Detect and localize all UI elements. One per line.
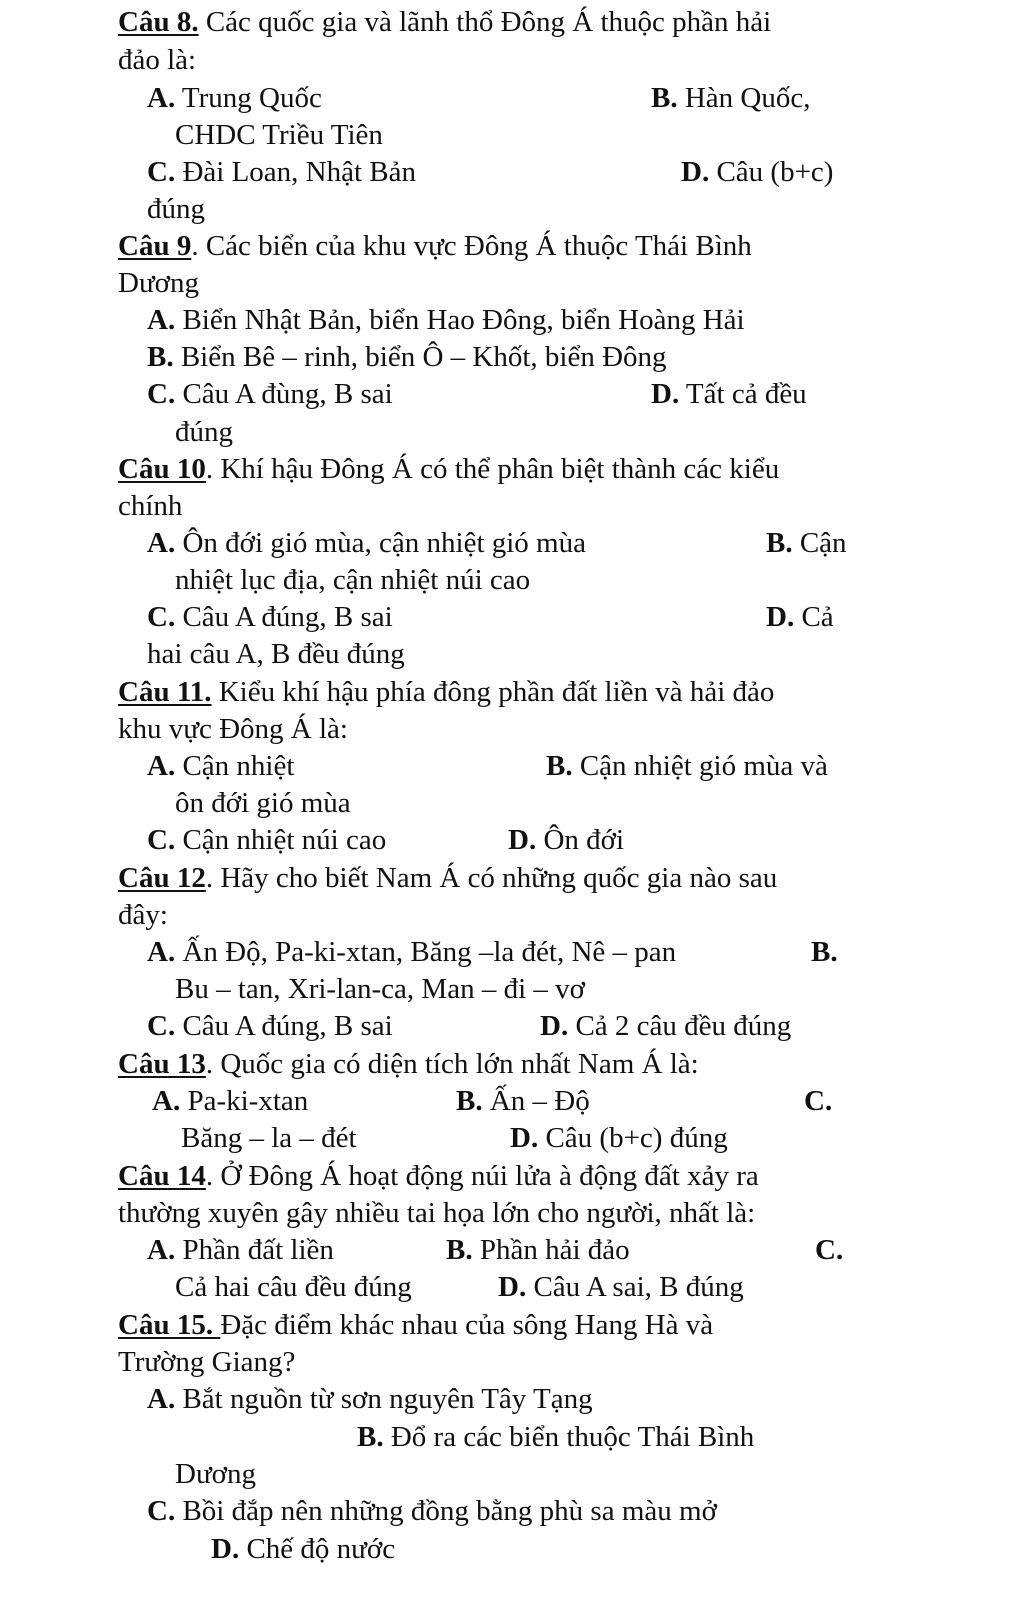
question-10-option-b: B. Cận: [766, 527, 847, 559]
question-15-option-b-cont: Dương: [175, 1458, 256, 1490]
question-14-option-a: A. Phần đất liền: [147, 1234, 334, 1266]
question-8-stem: Câu 8. Các quốc gia và lãnh thổ Đông Á thuộc phần hải: [118, 6, 772, 38]
question-12-option-d: D. Cả 2 câu đều đúng: [540, 1010, 792, 1042]
question-10-stem: Câu 10. Khí hậu Đông Á có thể phân biệt thành các kiểu: [118, 453, 780, 485]
question-15-label: Câu 15.: [118, 1309, 221, 1341]
question-8-option-d: D. Câu (b+c): [681, 156, 834, 188]
question-11-stem-cont: khu vực Đông Á là:: [118, 713, 348, 745]
question-15-stem: Câu 15. Đặc điểm khác nhau của sông Hang Hà và: [118, 1309, 714, 1341]
question-8-stem-cont: đảo là:: [118, 44, 197, 76]
question-15-option-b: B. Đổ ra các biển thuộc Thái Bình: [357, 1421, 755, 1453]
question-9-option-c: C. Câu A đùng, B sai: [147, 378, 393, 410]
question-14-stem: Câu 14. Ở Đông Á hoạt động núi lửa à động đất xảy ra: [118, 1160, 759, 1192]
question-8-option-b: B. Hàn Quốc,: [651, 82, 811, 114]
question-12-stem-cont: đây:: [118, 899, 168, 931]
question-14-option-c-cont: Cả hai câu đều đúng: [175, 1271, 412, 1303]
question-9-stem-cont: Dương: [118, 267, 199, 299]
question-10-option-d-cont: hai câu A, B đều đúng: [147, 638, 405, 670]
question-10-option-b-cont: nhiệt lục địa, cận nhiệt núi cao: [175, 564, 531, 596]
question-11-option-a: A. Cận nhiệt: [147, 750, 295, 782]
question-15-option-a: A. Bắt nguồn từ sơn nguyên Tây Tạng: [147, 1383, 593, 1415]
question-12-option-c: C. Câu A đúng, B sai: [147, 1010, 393, 1042]
question-13-label: Câu 13: [118, 1048, 206, 1080]
question-15-stem-cont: Trường Giang?: [118, 1346, 296, 1378]
question-8-option-b-cont: CHDC Triều Tiên: [175, 119, 383, 151]
question-11-option-b-cont: ôn đới gió mùa: [175, 787, 351, 819]
question-10-option-d: D. Cả: [766, 601, 834, 633]
question-10-label: Câu 10: [118, 453, 206, 485]
question-11-option-d: D. Ôn đới: [508, 824, 625, 856]
question-8-option-a: A. Trung Quốc: [147, 82, 322, 114]
question-13-option-a: A. Pa-ki-xtan: [152, 1085, 309, 1117]
question-14-option-c: C.: [815, 1234, 844, 1266]
question-14-option-b: B. Phần hải đảo: [446, 1234, 630, 1266]
question-9-option-a: A. Biển Nhật Bản, biển Hao Đông, biển Hoàng Hải: [147, 304, 745, 336]
question-9-option-b: B. Biển Bê – rinh, biển Ô – Khốt, biển Đông: [147, 341, 667, 373]
question-11-label: Câu 11.: [118, 676, 212, 708]
question-8-option-c: C. Đài Loan, Nhật Bản: [147, 156, 416, 188]
question-10-stem-cont: chính: [118, 490, 183, 522]
question-8-label: Câu 8.: [118, 6, 199, 38]
question-13-option-d: D. Câu (b+c) đúng: [510, 1122, 728, 1154]
question-14-stem-cont: thường xuyên gây nhiều tai họa lớn cho người, nhất là:: [118, 1197, 756, 1229]
question-13-option-c: C.: [804, 1085, 833, 1117]
question-8-option-d-cont: đúng: [147, 193, 205, 225]
question-11-stem: Câu 11. Kiểu khí hậu phía đông phần đất liền và hải đảo: [118, 676, 775, 708]
question-13-option-b: B. Ấn – Độ: [456, 1085, 590, 1117]
question-15-option-d: D. Chế độ nước: [211, 1533, 396, 1565]
question-14-option-d: D. Câu A sai, B đúng: [498, 1271, 744, 1303]
question-9-option-d-cont: đúng: [175, 416, 233, 448]
question-9-label: Câu 9: [118, 230, 192, 262]
question-9-option-d: D. Tất cả đều: [651, 378, 807, 410]
question-12-stem: Câu 12. Hãy cho biết Nam Á có những quốc gia nào sau: [118, 862, 778, 894]
question-14-label: Câu 14: [118, 1160, 206, 1192]
question-12-option-b-cont: Bu – tan, Xri-lan-ca, Man – đi – vơ: [175, 973, 585, 1005]
question-12-option-b: B.: [811, 936, 838, 968]
question-13-stem: Câu 13. Quốc gia có diện tích lớn nhất Nam Á là:: [118, 1048, 699, 1080]
question-13-option-c-cont: Băng – la – đét: [181, 1122, 357, 1154]
question-15-option-c: C. Bồi đắp nên những đồng bằng phù sa màu mở: [147, 1495, 717, 1527]
question-11-option-c: C. Cận nhiệt núi cao: [147, 824, 387, 856]
question-9-stem: Câu 9. Các biển của khu vực Đông Á thuộc Thái Bình: [118, 230, 752, 262]
question-12-label: Câu 12: [118, 862, 206, 894]
question-10-option-c: C. Câu A đúng, B sai: [147, 601, 393, 633]
question-11-option-b: B. Cận nhiệt gió mùa và: [546, 750, 828, 782]
question-10-option-a: A. Ôn đới gió mùa, cận nhiệt gió mùa: [147, 527, 586, 559]
question-12-option-a: A. Ấn Độ, Pa-ki-xtan, Băng –la đét, Nê – pan: [147, 936, 677, 968]
